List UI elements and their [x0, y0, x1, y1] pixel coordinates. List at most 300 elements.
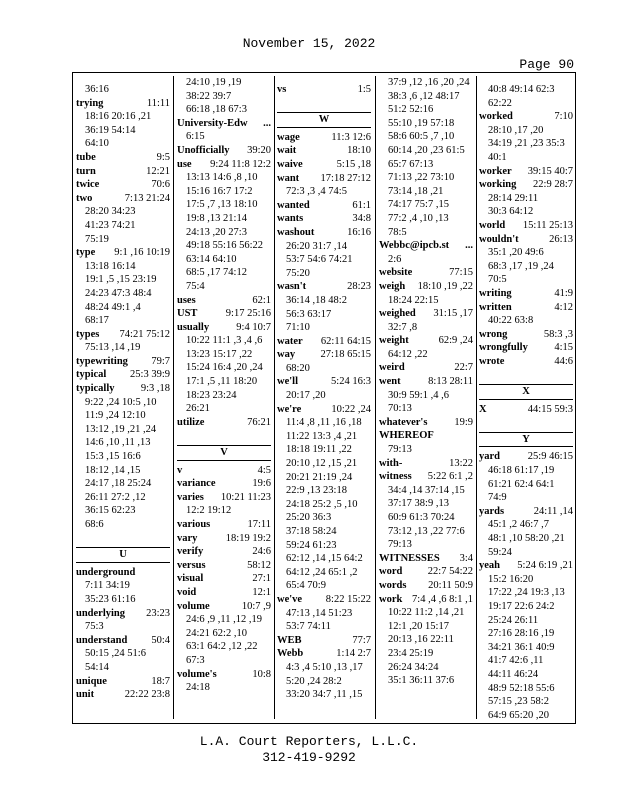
index-headword: use	[177, 158, 192, 170]
index-headword: wrote	[479, 355, 505, 367]
index-subline: 65:7 67:13	[388, 158, 434, 170]
index-subline: 30:9 59:1 ,4 ,6	[388, 389, 449, 401]
index-entry	[379, 565, 473, 579]
index-headword: University-Edw	[177, 117, 248, 129]
index-refs: 15:11 25:13	[522, 219, 573, 231]
index-subline: 28:20 34:23	[85, 206, 136, 218]
index-entry	[479, 355, 573, 369]
index-spacer	[479, 368, 573, 382]
index-subline: 26:11 27:2 ,12	[85, 491, 146, 503]
index-subline: 26:20 31:7 ,14	[286, 240, 347, 252]
index-refs: 22:7	[454, 362, 473, 374]
index-subline: 75:20	[286, 267, 310, 279]
index-headword: wasn't	[277, 281, 307, 293]
index-refs: 22:22 23:8	[124, 689, 170, 701]
index-entry	[277, 172, 371, 186]
index-entry	[277, 280, 371, 294]
index-refs: 10:8	[252, 668, 271, 680]
index-subline: 22:9 ,13 23:18	[286, 485, 347, 497]
index-subline: 28:14 29:11	[488, 192, 539, 204]
index-entry	[479, 505, 573, 519]
index-refs: 7:10	[554, 111, 573, 123]
index-subline: 68:20	[286, 362, 310, 374]
index-headword: unit	[76, 689, 95, 701]
index-headword: turn	[76, 165, 96, 177]
index-subline: 35:1 36:11 37:6	[388, 675, 455, 687]
index-subline: 45:1 ,2 46:7 ,7	[488, 519, 549, 531]
index-entry	[379, 457, 473, 471]
index-subline: 17:22 ,24 19:3 ,13	[488, 587, 565, 599]
index-refs: 1:5	[357, 84, 371, 95]
index-refs: 19:9	[454, 416, 473, 428]
index-entry	[76, 355, 170, 369]
index-letter-heading: Y	[479, 432, 573, 448]
index-subline: 20:13 ,16 22:11	[388, 634, 454, 646]
index-headword: working	[479, 179, 517, 191]
index-entry	[277, 199, 371, 213]
index-refs: 18:10 ,19 ,22	[417, 280, 473, 292]
index-entry	[277, 348, 371, 362]
index-entry	[479, 178, 573, 192]
index-refs: 58:3 ,3	[543, 328, 573, 340]
index-entry	[177, 144, 271, 158]
index-subline: 11:22 13:3 ,4 ,21	[286, 430, 358, 442]
index-subline: 79:13	[388, 539, 412, 551]
index-subline: 18:18 19:11 ,22	[286, 444, 352, 456]
index-subline: 59:24 61:23	[286, 539, 337, 551]
index-refs: 25:9 46:15	[527, 451, 573, 463]
index-subline: 75:4	[186, 280, 205, 292]
index-subline: 73:14 ,18 ,21	[388, 185, 444, 197]
index-headword: type	[76, 247, 96, 259]
index-subline: 33:20 34:7 ,11 ,15	[286, 689, 363, 701]
index-refs: 41:9	[554, 287, 573, 299]
index-refs: 11:11	[146, 97, 170, 109]
index-headword: wrongfully	[479, 342, 528, 354]
index-headword: writing	[479, 287, 512, 299]
index-entry	[277, 212, 371, 226]
index-headword: went	[379, 376, 401, 388]
index-subline: 57:15 ,23 58:2	[488, 696, 549, 708]
index-subline: 48:1 ,10 58:20 ,21	[488, 533, 565, 544]
index-refs: 62:11 64:15	[320, 335, 371, 347]
index-refs: 13:22	[449, 457, 473, 469]
index-headword: X	[479, 403, 487, 415]
index-subline: 55:10 ,19 57:18	[388, 117, 455, 129]
footer-company: L.A. Court Reporters, L.L.C.	[199, 734, 419, 749]
index-subline: 64:12 ,24 65:1 ,2	[286, 566, 358, 578]
index-subline: 48:9 52:18 55:6	[488, 682, 555, 694]
index-entry	[379, 429, 473, 443]
index-headword: word	[379, 566, 403, 578]
index-refs: 5:24 16:3	[331, 376, 371, 388]
index-headword: weigh	[379, 280, 406, 292]
index-refs: 10:21 11:23	[220, 491, 271, 503]
index-headword: underground	[76, 566, 136, 578]
index-letter-heading: U	[76, 547, 170, 563]
index-subline: 50:15 ,24 51:6	[85, 648, 146, 660]
index-entry	[479, 287, 573, 301]
index-entry	[76, 675, 170, 689]
index-subline: 68:17	[85, 315, 109, 327]
index-entry	[277, 226, 371, 240]
index-entry	[177, 491, 271, 505]
index-subline: 18:12 ,14 ,15	[85, 464, 141, 476]
index-subline: 53:7 74:11	[286, 621, 331, 633]
index-headword: Webb	[277, 648, 304, 660]
index-subline: 68:5 ,17 74:12	[186, 267, 247, 279]
index-entry	[277, 131, 371, 145]
index-entry	[379, 416, 473, 430]
index-refs: 44:15 59:3	[527, 403, 573, 415]
index-headword: weighed	[379, 308, 416, 320]
index-subline: 23:4 25:19	[388, 647, 434, 659]
index-spacer	[277, 97, 371, 111]
index-subline: 26:21	[186, 403, 210, 415]
index-subline: 68:3 ,17 ,19 ,24	[488, 260, 554, 272]
index-refs: 9:17 25:16	[225, 308, 271, 320]
index-refs: 8:13 28:11	[428, 376, 473, 388]
index-headword: water	[277, 335, 303, 347]
index-headword: washout	[277, 226, 315, 238]
index-subline: 75:13 ,14 ,19	[85, 342, 141, 354]
index-entry	[479, 559, 573, 573]
index-entry	[379, 280, 473, 294]
index-subline: 20:10 ,12 ,15 ,21	[286, 458, 358, 470]
index-entry	[76, 246, 170, 260]
index-subline: 7:11 34:19	[85, 580, 130, 592]
index-headword: way	[277, 349, 296, 361]
index-refs: 5:24 6:19 ,21	[517, 560, 573, 572]
index-subline: 20:21 21:19 ,24	[286, 471, 353, 483]
index-subline: 25:20 36:3	[286, 512, 332, 524]
index-headword: uses	[177, 294, 196, 306]
index-entry	[479, 233, 573, 247]
index-entry	[277, 144, 371, 158]
index-entry	[479, 165, 573, 179]
index-subline: 59:24	[488, 546, 512, 558]
index-refs: 50:4	[151, 634, 170, 646]
index-refs: 77:7	[352, 634, 371, 646]
index-entry	[379, 579, 473, 593]
index-headword: Unofficially	[177, 144, 230, 156]
index-subline: 19:8 ,13 21:14	[186, 212, 247, 224]
index-headword: understand	[76, 634, 128, 646]
index-headword: variance	[177, 478, 216, 490]
index-subline: 36:14 ,18 48:2	[286, 294, 347, 306]
index-entry	[76, 607, 170, 621]
index-subline: 30:3 64:12	[488, 206, 534, 218]
index-subline: 15:24 16:4 ,20 ,24	[186, 362, 263, 374]
index-headword: WHEREOF	[379, 430, 434, 442]
index-refs: 20:11 50:9	[428, 579, 473, 591]
index-subline: 62:22	[488, 97, 512, 109]
index-subline: 72:3 ,3 ,4 74:5	[286, 186, 347, 198]
index-headword: typewriting	[76, 355, 128, 367]
index-subline: 75:3	[85, 621, 104, 633]
index-headword: unique	[76, 675, 107, 687]
index-subline: 28:10 ,17 ,20	[488, 124, 544, 136]
index-entry	[76, 328, 170, 342]
index-entry	[277, 647, 371, 661]
index-refs: 7:13 21:24	[124, 192, 170, 204]
index-entry	[479, 110, 573, 124]
index-subline: 19:17 22:6 24:2	[488, 600, 555, 612]
index-headword: written	[479, 301, 512, 313]
index-entry	[76, 151, 170, 165]
index-subline: 34:21 36:1 40:9	[488, 641, 555, 653]
index-headword: varies	[177, 491, 204, 503]
index-subline: 63:1 64:2 ,12 ,22	[186, 641, 258, 653]
index-headword: yards	[479, 505, 505, 517]
index-subline: 66:18 ,18 67:3	[186, 104, 247, 116]
index-entry	[177, 532, 271, 546]
index-entry	[379, 307, 473, 321]
index-headword: we're	[277, 403, 302, 415]
index-headword: tube	[76, 151, 96, 163]
index-subline: 60:9 61:3 70:24	[388, 512, 455, 523]
page-number: Page 90	[519, 57, 574, 72]
index-headword: void	[177, 586, 197, 598]
index-refs: 79:7	[151, 355, 170, 367]
index-headword: wait	[277, 145, 297, 157]
index-headword: witness	[379, 471, 412, 483]
index-entry	[76, 634, 170, 648]
index-refs: 8:22 15:22	[325, 593, 371, 605]
index-refs: 34:8	[352, 213, 371, 225]
index-subline: 77:2 ,4 ,10 ,13	[388, 212, 449, 224]
index-headword: weird	[379, 362, 405, 374]
index-subline: 37:18 58:24	[286, 526, 337, 537]
index-entry	[277, 593, 371, 607]
index-subline: 13:18 16:14	[85, 260, 136, 272]
index-column-2	[173, 76, 275, 719]
index-subline: 34:19 ,21 ,23 35:3	[488, 138, 565, 150]
footer	[0, 734, 618, 766]
index-refs: 11:3 12:6	[331, 131, 371, 143]
index-refs: 23:23	[146, 607, 170, 619]
index-refs: 58:12	[247, 559, 271, 571]
index-headword: worker	[479, 165, 512, 177]
index-headword: worked	[479, 111, 513, 123]
index-refs: 4:5	[257, 464, 271, 476]
index-entry	[177, 477, 271, 491]
index-refs: 3:4	[459, 552, 473, 564]
index-subline: 46:18 61:17 ,19	[488, 465, 555, 477]
index-headword: wants	[277, 213, 304, 225]
index-subline: 68:6	[85, 519, 104, 530]
index-entry	[76, 566, 170, 580]
index-headword: yeah	[479, 560, 500, 572]
index-subline: 44:11 46:24	[488, 668, 539, 680]
index-subline: 14:6 ,10 ,11 ,13	[85, 437, 151, 449]
index-subline: 60:14 ,20 ,23 61:5	[388, 144, 465, 156]
index-entry	[479, 450, 573, 464]
index-subline: 74:9	[488, 492, 507, 504]
index-subline: 15:3 ,15 16:6	[85, 451, 141, 463]
index-subline: 40:1	[488, 151, 507, 163]
index-refs: 12:21	[146, 165, 170, 177]
index-entry	[177, 294, 271, 308]
index-refs: 9:3 ,18	[140, 383, 170, 395]
index-entry	[76, 368, 170, 382]
index-headword: yard	[479, 451, 500, 463]
index-refs: 62:9 ,24	[438, 335, 473, 347]
index-letter-heading: W	[277, 112, 371, 128]
index-subline: 38:22 39:7	[186, 90, 232, 102]
index-entry	[479, 219, 573, 233]
index-entry	[379, 266, 473, 280]
index-refs: 26:13	[549, 233, 573, 245]
index-entry	[177, 668, 271, 682]
index-headword: wrong	[479, 328, 508, 340]
index-subline: 35:1 ,20 49:6	[488, 247, 544, 259]
index-refs: 24:6	[252, 546, 271, 558]
index-subline: 27:16 28:16 ,19	[488, 628, 555, 640]
index-headword: twice	[76, 179, 100, 191]
index-subline: 49:18 55:16 56:22	[186, 240, 264, 252]
index-entry	[479, 301, 573, 315]
index-headword: we'll	[277, 376, 298, 388]
index-refs: 9:4 10:7	[236, 321, 271, 333]
index-refs: 27:18 65:15	[320, 349, 371, 361]
index-subline: 24:13 ,20 27:3	[186, 226, 247, 238]
index-headword: WITNESSES	[379, 552, 440, 564]
index-refs: 4:12	[554, 301, 573, 313]
index-headword: Webbc@ipcb.st	[379, 240, 450, 252]
index-refs: 19:6	[252, 478, 271, 490]
index-refs: 31:15 ,17	[433, 308, 473, 320]
index-refs: 17:18 27:12	[320, 172, 371, 184]
index-refs: 7:4 ,4 ,6 8:1 ,1	[412, 593, 473, 605]
index-subline: 78:5	[388, 226, 407, 238]
index-subline: 25:24 26:11	[488, 614, 539, 626]
index-refs: 28:23	[347, 281, 371, 293]
index-subline: 17:1 ,5 ,11 18:20	[186, 376, 258, 388]
index-subline: 26:24 34:24	[388, 661, 439, 673]
index-refs: 9:24 11:8 12:2	[210, 158, 271, 170]
index-refs: 24:11 ,14	[533, 505, 573, 517]
index-subline: 15:2 16:20	[488, 573, 534, 585]
index-headword: underlying	[76, 607, 126, 619]
index-headword: versus	[177, 559, 206, 571]
index-headword: weight	[379, 335, 409, 347]
index-subline: 24:18	[186, 682, 210, 694]
index-headword: wouldn't	[479, 233, 519, 245]
index-subline: 62:12 ,14 ,15 64:2	[286, 553, 363, 565]
index-subline: 61:21 62:4 64:1	[488, 478, 555, 490]
index-subline: 13:12 ,19 ,21 ,24	[85, 423, 157, 435]
index-headword: volume	[177, 600, 210, 612]
index-subline: 41:7 42:6 ,11	[488, 655, 544, 667]
index-entry	[379, 361, 473, 375]
index-headword: trying	[76, 97, 104, 109]
index-subline: 18:16 20:16 ,21	[85, 111, 152, 123]
index-subline: 54:14	[85, 661, 109, 673]
index-subline: 51:2 52:16	[388, 104, 434, 116]
index-subline: 11:4 ,8 ,11 ,16 ,18	[286, 417, 362, 429]
index-entry	[76, 192, 170, 206]
index-subline: 58:6 60:5 ,7 ,10	[388, 131, 455, 143]
index-headword: whatever's	[379, 416, 428, 428]
index-entry	[177, 117, 271, 131]
index-subline: 35:23 61:16	[85, 593, 136, 605]
index-entry	[379, 375, 473, 389]
index-headword: usually	[177, 321, 210, 333]
index-headword: typical	[76, 369, 107, 381]
index-headword: volume's	[177, 668, 217, 680]
index-subline: 20:17 ,20	[286, 390, 326, 402]
index-subline: 36:19 54:14	[85, 124, 136, 136]
index-headword: two	[76, 192, 93, 204]
index-subline: 75:19	[85, 233, 109, 245]
index-subline: 41:23 74:21	[85, 219, 136, 231]
index-subline: 37:9 ,12 ,16 ,20 ,24	[388, 77, 470, 88]
index-continuation-dots: ...	[465, 240, 473, 252]
index-subline: 38:3 ,6 ,12 48:17	[388, 90, 460, 102]
index-entry	[177, 518, 271, 532]
index-subline: 10:22 11:1 ,3 ,4 ,6	[186, 335, 263, 347]
index-subline: 12:2 19:12	[186, 505, 232, 517]
index-refs: 17:11	[247, 519, 271, 530]
index-entry	[277, 335, 371, 349]
index-entry	[177, 464, 271, 478]
index-entry	[379, 552, 473, 566]
index-spacer	[479, 416, 573, 430]
index-subline: 53:7 54:6 74:21	[286, 254, 353, 266]
index-subline: 24:10 ,19 ,19	[186, 77, 242, 88]
index-subline: 71:10	[286, 322, 310, 334]
index-entry	[277, 634, 371, 648]
index-subline: 65:4 70:9	[286, 580, 326, 592]
index-entry	[479, 328, 573, 342]
index-entry	[76, 382, 170, 396]
index-entry	[479, 403, 573, 417]
index-subline: 56:3 63:17	[286, 308, 332, 320]
index-refs: 44:6	[554, 355, 573, 367]
index-letter-heading: X	[479, 384, 573, 400]
index-subline: 19:1 ,5 ,15 23:19	[85, 274, 157, 286]
index-refs: 9:1 ,16 10:19	[114, 247, 170, 259]
index-headword: want	[277, 172, 300, 184]
index-headword: wage	[277, 131, 300, 143]
index-subline: 24:18 25:2 ,5 ,10	[286, 498, 358, 510]
index-entry	[177, 586, 271, 600]
index-subline: 47:13 ,14 51:23	[286, 607, 353, 619]
index-subline: 24:17 ,18 25:24	[85, 478, 152, 490]
index-subline: 64:10	[85, 138, 109, 150]
index-refs: 39:20	[247, 144, 271, 156]
index-refs: 77:15	[449, 267, 473, 279]
index-entry	[277, 375, 371, 389]
index-headword: vs	[277, 84, 287, 95]
index-subline: 48:24 49:1 ,4	[85, 301, 141, 313]
index-column-1	[76, 83, 170, 702]
index-refs: 27:1	[252, 573, 271, 585]
index-entry	[177, 416, 271, 430]
index-subline: 73:12 ,13 ,22 77:6	[388, 525, 465, 537]
index-headword: work	[379, 593, 403, 605]
index-headword: with-	[379, 457, 403, 469]
index-headword: we've	[277, 593, 303, 605]
index-entry	[177, 545, 271, 559]
index-subline: 63:14 64:10	[186, 253, 237, 265]
index-entry	[177, 307, 271, 321]
index-refs: 16:16	[347, 226, 371, 238]
index-subline: 79:13	[388, 444, 412, 456]
index-entry	[177, 158, 271, 172]
index-headword: various	[177, 519, 211, 530]
